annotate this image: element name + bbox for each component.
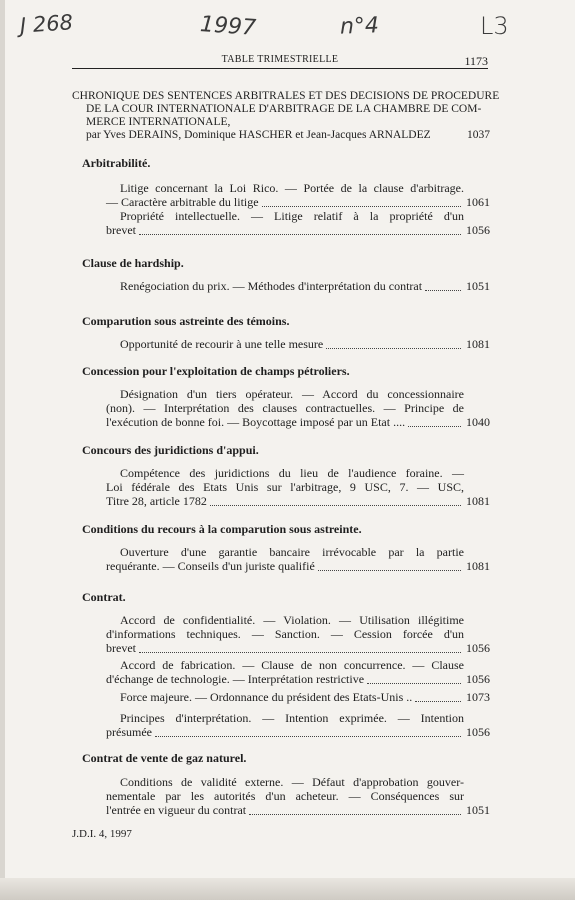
section-heading: Contrat de vente de gaz naturel. bbox=[82, 751, 247, 765]
running-head-title: TABLE TRIMESTRIELLE bbox=[221, 54, 339, 65]
page-column-spacer bbox=[464, 775, 490, 789]
entry-text: Ouverture d'une garantie bancaire irrévocable par la partie bbox=[120, 545, 464, 559]
handwritten-code: L3 bbox=[480, 12, 509, 40]
dot-leader bbox=[139, 641, 461, 653]
section-heading: Concession pour l'exploitation de champs pétroliers. bbox=[82, 364, 350, 378]
page-column-spacer bbox=[464, 209, 490, 223]
entry-line bbox=[106, 181, 490, 195]
intro-authors-row bbox=[72, 129, 490, 142]
entry-text: Accord de confidentialité. — Violation. — Utilisation illégitime bbox=[120, 613, 464, 627]
entry-text: requérante. — Conseils d'un juriste qualifié bbox=[106, 559, 315, 573]
intro-authors: par Yves DERAINS, Dominique HASCHER et Jean-Jacques ARNALDEZ bbox=[86, 129, 431, 141]
dot-leader bbox=[415, 690, 461, 702]
page-column-spacer bbox=[464, 711, 490, 725]
entry-text: d'informations techniques. — Sanction. — Cession forcée d'un bbox=[106, 627, 464, 641]
running-head bbox=[72, 54, 488, 69]
dot-leader bbox=[155, 725, 461, 737]
entry-page-number: 1056 bbox=[466, 672, 490, 686]
page-column-spacer bbox=[464, 401, 490, 415]
entry-page-number: 1073 bbox=[466, 690, 490, 704]
entry-text: Opportunité de recourir à une telle mesure bbox=[120, 337, 324, 351]
index-entry bbox=[106, 209, 490, 238]
entry-page-number: 1081 bbox=[466, 337, 490, 351]
section-heading: Arbitrabilité. bbox=[82, 156, 151, 170]
entry-last-line bbox=[106, 279, 490, 294]
entry-text: brevet bbox=[106, 641, 136, 655]
index-entry bbox=[106, 466, 490, 509]
entry-last-line bbox=[106, 494, 490, 509]
footer-citation: J.D.I. 4, 1997 bbox=[72, 828, 132, 840]
entry-line bbox=[106, 401, 490, 415]
page-column-spacer bbox=[464, 387, 490, 401]
intro-line: DE LA COUR INTERNATIONALE D'ARBITRAGE DE LA CHAMBRE DE COM- bbox=[86, 103, 482, 115]
intro-line: CHRONIQUE DES SENTENCES ARBITRALES ET DES DECISIONS DE PROCEDURE bbox=[72, 90, 500, 102]
entry-last-line bbox=[106, 195, 490, 210]
dot-leader bbox=[262, 195, 461, 207]
entry-last-line bbox=[106, 641, 490, 656]
entry-last-line bbox=[106, 223, 490, 238]
entry-line bbox=[106, 658, 490, 672]
index-entry bbox=[106, 658, 490, 687]
dot-leader bbox=[367, 672, 461, 684]
intro-line: MERCE INTERNATIONALE, bbox=[86, 116, 231, 128]
entry-text: Conditions de validité externe. — Défaut d'approbation gouver- bbox=[120, 775, 464, 789]
page-column-spacer bbox=[464, 480, 490, 494]
handwritten-issue-number: n°4 bbox=[339, 13, 380, 40]
entry-page-number: 1081 bbox=[466, 559, 490, 573]
index-entry bbox=[106, 337, 490, 352]
page-column-spacer bbox=[464, 613, 490, 627]
entry-last-line bbox=[106, 672, 490, 687]
entry-text: nementale par les autorités d'un acheteur. — Conséquences sur bbox=[106, 789, 464, 803]
index-entry bbox=[106, 613, 490, 656]
entry-text: brevet bbox=[106, 223, 136, 237]
dot-leader bbox=[249, 803, 461, 815]
entry-page-number: 1051 bbox=[466, 279, 490, 293]
section-heading: Concours des juridictions d'appui. bbox=[82, 443, 259, 457]
entry-text: Renégociation du prix. — Méthodes d'interprétation du contrat bbox=[120, 279, 423, 293]
entry-last-line bbox=[106, 415, 490, 430]
entry-text: (non). — Interprétation des clauses contractuelles. — Principe de bbox=[106, 401, 464, 415]
entry-page-number: 1081 bbox=[466, 494, 490, 508]
intro-page: 1037 bbox=[467, 129, 490, 141]
entry-last-line bbox=[106, 337, 490, 352]
dot-leader bbox=[326, 337, 461, 349]
page-bottom-edge bbox=[0, 878, 575, 900]
entry-text: l'exécution de bonne foi. — Boycottage imposé par un Etat .... bbox=[106, 415, 406, 429]
entry-text: d'échange de technologie. — Interprétation restrictive bbox=[106, 672, 365, 686]
entry-line bbox=[106, 711, 490, 725]
page-column-spacer bbox=[464, 181, 490, 195]
dot-leader bbox=[425, 279, 461, 291]
entry-text: Principes d'interprétation. — Intention exprimée. — Intention bbox=[120, 711, 464, 725]
entry-text: présumée bbox=[106, 725, 152, 739]
entry-line bbox=[106, 387, 490, 401]
entry-line bbox=[106, 209, 490, 223]
entry-line bbox=[106, 775, 490, 789]
index-entry bbox=[106, 711, 490, 740]
dot-leader bbox=[210, 494, 461, 506]
section-heading: Contrat. bbox=[82, 590, 126, 604]
entry-last-line bbox=[106, 725, 490, 740]
entry-text: Propriété intellectuelle. — Litige relatif à la propriété d'un bbox=[120, 209, 464, 223]
index-entry bbox=[106, 545, 490, 574]
index-entry bbox=[106, 181, 490, 210]
entry-text: Loi fédérale des Etats Unis sur l'arbitrage, 9 USC, 7. — USC, bbox=[106, 480, 464, 494]
entry-last-line bbox=[106, 690, 490, 705]
dot-leader bbox=[318, 559, 461, 571]
handwritten-year: 1997 bbox=[199, 12, 257, 41]
index-entry bbox=[106, 387, 490, 430]
entry-text: Titre 28, article 1782 bbox=[106, 494, 207, 508]
chronicle-intro bbox=[72, 90, 500, 142]
section-heading: Conditions du recours à la comparution sous astreinte. bbox=[82, 522, 362, 536]
entry-text: Force majeure. — Ordonnance du président des Etats-Unis .. bbox=[120, 690, 413, 704]
page-edge bbox=[0, 0, 5, 900]
index-entry bbox=[106, 279, 490, 294]
entry-page-number: 1040 bbox=[466, 415, 490, 429]
entry-page-number: 1056 bbox=[466, 641, 490, 655]
entry-line bbox=[106, 480, 490, 494]
dot-leader bbox=[408, 415, 461, 427]
entry-text: Accord de fabrication. — Clause de non concurrence. — Clause bbox=[120, 658, 464, 672]
entry-page-number: 1056 bbox=[466, 725, 490, 739]
page-column-spacer bbox=[464, 627, 490, 641]
entry-text: — Caractère arbitrable du litige bbox=[106, 195, 259, 209]
entry-text: l'entrée en vigueur du contrat bbox=[106, 803, 247, 817]
page-column-spacer bbox=[464, 789, 490, 803]
entry-text: Litige concernant la Loi Rico. — Portée de la clause d'arbitrage. bbox=[120, 181, 464, 195]
entry-last-line bbox=[106, 559, 490, 574]
section-heading: Clause de hardship. bbox=[82, 256, 184, 270]
entry-line bbox=[106, 466, 490, 480]
entry-line bbox=[106, 627, 490, 641]
index-entry bbox=[106, 690, 490, 705]
entry-text: Compétence des juridictions du lieu de l'audience foraine. — bbox=[120, 466, 464, 480]
entry-page-number: 1051 bbox=[466, 803, 490, 817]
entry-text: Désignation d'un tiers opérateur. — Accord du concessionnaire bbox=[120, 387, 464, 401]
index-entry bbox=[106, 775, 490, 818]
entry-last-line bbox=[106, 803, 490, 818]
page-number: 1173 bbox=[464, 54, 488, 68]
entry-line bbox=[106, 545, 490, 559]
page-column-spacer bbox=[464, 466, 490, 480]
dot-leader bbox=[139, 223, 461, 235]
section-heading: Comparution sous astreinte des témoins. bbox=[82, 314, 290, 328]
entry-page-number: 1061 bbox=[466, 195, 490, 209]
page-column-spacer bbox=[464, 658, 490, 672]
entry-line bbox=[106, 613, 490, 627]
entry-page-number: 1056 bbox=[466, 223, 490, 237]
handwritten-reference: J 268 bbox=[19, 10, 74, 38]
page-column-spacer bbox=[464, 545, 490, 559]
entry-line bbox=[106, 789, 490, 803]
